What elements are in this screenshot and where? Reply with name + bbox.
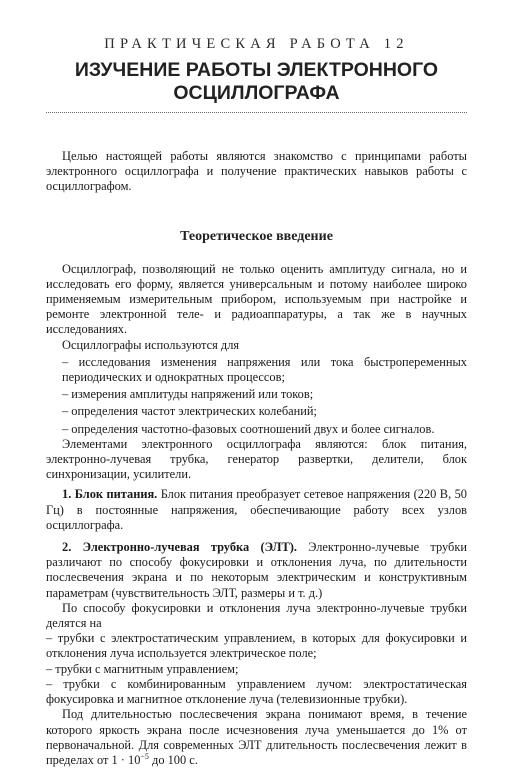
crt-type-magnetic: – трубки с магнитным управлением;: [46, 661, 239, 676]
paragraph-power-supply: [46, 487, 467, 533]
page-title: [46, 59, 467, 105]
practical-work-label: ПРАКТИЧЕСКАЯ РАБОТА 12: [104, 36, 409, 52]
paragraph-oscilloscope-overview: Осциллограф, позволяющий не только оценить амплитуду сигнала, но и исследовать его форму, является универсальным и потому наиболее широко применяемым измерительным прибором, используемым при настройке и ремонте электронной теле- и радиоаппаратуры, а так же в научных исследованиях.: [46, 261, 467, 337]
list-item: – определения частотно-фазовых соотношений двух и более сигналов.: [62, 421, 435, 436]
paragraph-afterglow: [46, 707, 467, 768]
paragraph-elements: Элементами электронного осциллографа являются: блок питания, электронно-лучевая трубка, генератор развертки, делители, блок синхронизации, усилители.: [46, 436, 467, 482]
body-text: [46, 262, 467, 769]
power-supply-text: Блок питания преобразует сетевое напряжения (220 В, 50 Гц) в постоянные напряжения, обеспечивающие работу всех узлов осциллографа.: [46, 487, 467, 532]
paragraph-crt-types: По способу фокусировки и отклонения луча электронно-лучевые трубки делятся на: [46, 600, 467, 631]
list-item: – исследования изменения напряжения или тока быстропеременных периодических и однократных процессов;: [62, 354, 467, 385]
afterglow-text-end: до 100 с.: [148, 752, 198, 767]
crt-type-electrostatic: – трубки с электростатическим управлением, в которых для фокусировки и отклонения луча используется электрическое поле;: [46, 631, 467, 661]
afterglow-text: Под длительностью послесвечения экрана понимают время, в течение которого яркость экрана после исчезновения луча уменьшается до 1% от первоначальной. Для современных ЭЛТ длительность послесвечения лежит в пределах от 1 · 10: [46, 707, 467, 767]
power-supply-heading: 1. Блок питания.: [62, 487, 158, 502]
title-line-1: ИЗУЧЕНИЕ РАБОТЫ ЭЛЕКТРОННОГО: [74, 59, 439, 81]
paragraph-crt: [46, 540, 467, 601]
list-item: – измерения амплитуды напряжений или токов;: [62, 387, 314, 402]
crt-heading: 2. Электронно-лучевая трубка (ЭЛТ).: [62, 540, 297, 555]
afterglow-exponent: −5: [140, 751, 149, 761]
list-item: – определения частот электрических колебаний;: [62, 404, 317, 419]
title-divider: [46, 112, 467, 113]
intro-paragraph: Целью настоящей работы являются знакомство с принципами работы электронного осциллографа и получение практических навыков работы с осциллографом.: [46, 149, 467, 194]
crt-text: Электронно-лучевые трубки различают по способу фокусировки и отклонения луча, по длительности послесвечения экрана и по некоторым электрическим и конструктивным параметрам (чувствительность ЭЛТ, размеры и т. д.): [46, 540, 467, 600]
section-title: Теоретическое введение: [180, 228, 333, 244]
title-line-2: ОСЦИЛЛОГРАФА: [173, 82, 340, 104]
paragraph-uses-intro: Осциллографы используются для: [62, 337, 240, 352]
crt-type-combined: – трубки с комбинированным управлением лучом: электростатическая фокусировка и магнитное отклонение луча (телевизионные трубки).: [46, 676, 467, 707]
